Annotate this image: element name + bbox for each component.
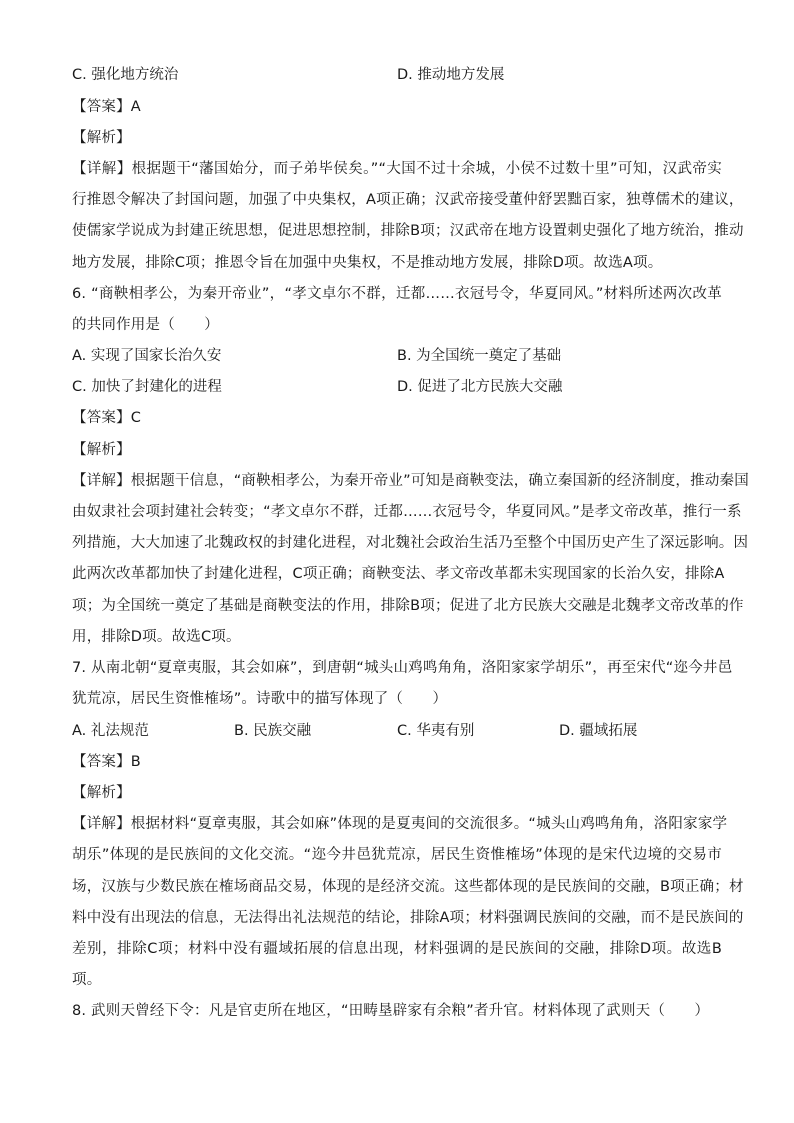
option-c: C. 强化地方统治 — [72, 67, 179, 83]
question-stem: 7. 从南北朝“夏章夷服，其会如麻”，到唐朝“城头山鸡鸣角角，洛阳家家学胡乐”，再至宋代“迩今井邑 — [72, 660, 733, 676]
answer-label: 【答案】C — [72, 410, 142, 426]
analysis-label: 【解析】 — [72, 785, 131, 801]
detail-line: 场，汉族与少数民族在榷场商品交易，体现的是经济交流。这些都体现的是民族间的交融，B项正确；材 — [72, 879, 744, 895]
detail-line: 项。 — [72, 972, 102, 988]
answer-label: 【答案】A — [72, 99, 141, 115]
detail-line: 行推恩令解决了封国问题，加强了中央集权，A项正确；汉武帝接受董仲舒罢黜百家，独尊儒术的建议， — [72, 192, 744, 208]
option-b: B. 民族交融 — [234, 723, 312, 739]
question-stem: 6. “商鞅相孝公，为秦开帝业”，“孝文卓尔不群，迁都……衣冠号令，华夏同风。”材料所述两次改革 — [72, 286, 722, 302]
option-d: D. 疆域拓展 — [559, 723, 638, 739]
option-c: C. 华夷有别 — [397, 723, 475, 739]
detail-line: 【详解】根据材料“夏章夷服，其会如麻”体现的是夏夷间的交流很多。“城头山鸡鸣角角，洛阳家家学 — [72, 816, 728, 832]
detail-line: 列措施，大大加速了北魏政权的封建化进程，对北魏社会政治生活乃至整个中国历史产生了深远影响。因 — [72, 535, 749, 551]
option-d: D. 推动地方发展 — [397, 67, 505, 83]
question-stem: 8. 武则天曾经下令：凡是官吏所在地区，“田畴垦辟家有余粮”者升官。材料体现了武则天（ ） — [72, 1003, 710, 1019]
question-stem: 的共同作用是（ ） — [72, 317, 219, 333]
detail-line: 由奴隶社会项封建社会转变；“孝文卓尔不群，迁都……衣冠号令，华夏同风。”是孝文帝改革，推行一系 — [72, 504, 742, 520]
option-a: A. 实现了国家长治久安 — [72, 348, 222, 364]
analysis-label: 【解析】 — [72, 130, 131, 146]
option-c: C. 加快了封建化的进程 — [72, 379, 222, 395]
detail-line: 用，排除D项。故选C项。 — [72, 629, 241, 645]
option-d: D. 促进了北方民族大交融 — [397, 379, 563, 395]
question-stem: 犹荒凉，居民生资惟榷场”。诗歌中的描写体现了（ ） — [72, 691, 448, 707]
detail-line: 地方发展，排除C项；推恩令旨在加强中央集权，不是推动地方发展，排除D项。故选A项。 — [72, 255, 663, 271]
detail-line: 差别，排除C项；材料中没有疆域拓展的信息出现，材料强调的是民族间的交融，排除D项。故选B — [72, 941, 722, 957]
option-a: A. 礼法规范 — [72, 723, 149, 739]
analysis-label: 【解析】 — [72, 442, 131, 458]
detail-line: 料中没有出现法的信息，无法得出礼法规范的结论，排除A项；材料强调民族间的交融，而不是民族间的 — [72, 910, 744, 926]
detail-line: 使儒家学说成为封建正统思想，促进思想控制，排除B项；汉武帝在地方设置刺史强化了地方统治，推动 — [72, 223, 744, 239]
option-b: B. 为全国统一奠定了基础 — [397, 348, 562, 364]
detail-line: 胡乐”体现的是民族间的文化交流。“迩今井邑犹荒凉，居民生资惟榷场”体现的是宋代边境的交易市 — [72, 847, 722, 863]
detail-line: 此两次改革都加快了封建化进程，C项正确；商鞅变法、孝文帝改革都未实现国家的长治久安，排除A — [72, 566, 725, 582]
answer-label: 【答案】B — [72, 754, 141, 770]
detail-line: 【详解】根据题干信息，“商鞅相孝公，为秦开帝业”可知是商鞅变法，确立秦国新的经济制度，推动秦国 — [72, 473, 749, 489]
detail-line: 项；为全国统一奠定了基础是商鞅变法的作用，排除B项；促进了北方民族大交融是北魏孝文帝改革的作 — [72, 598, 744, 614]
detail-line: 【详解】根据题干“藩国始分，而子弟毕侯矣。”“大国不过十余城，小侯不过数十里”可知，汉武帝实 — [72, 161, 722, 177]
